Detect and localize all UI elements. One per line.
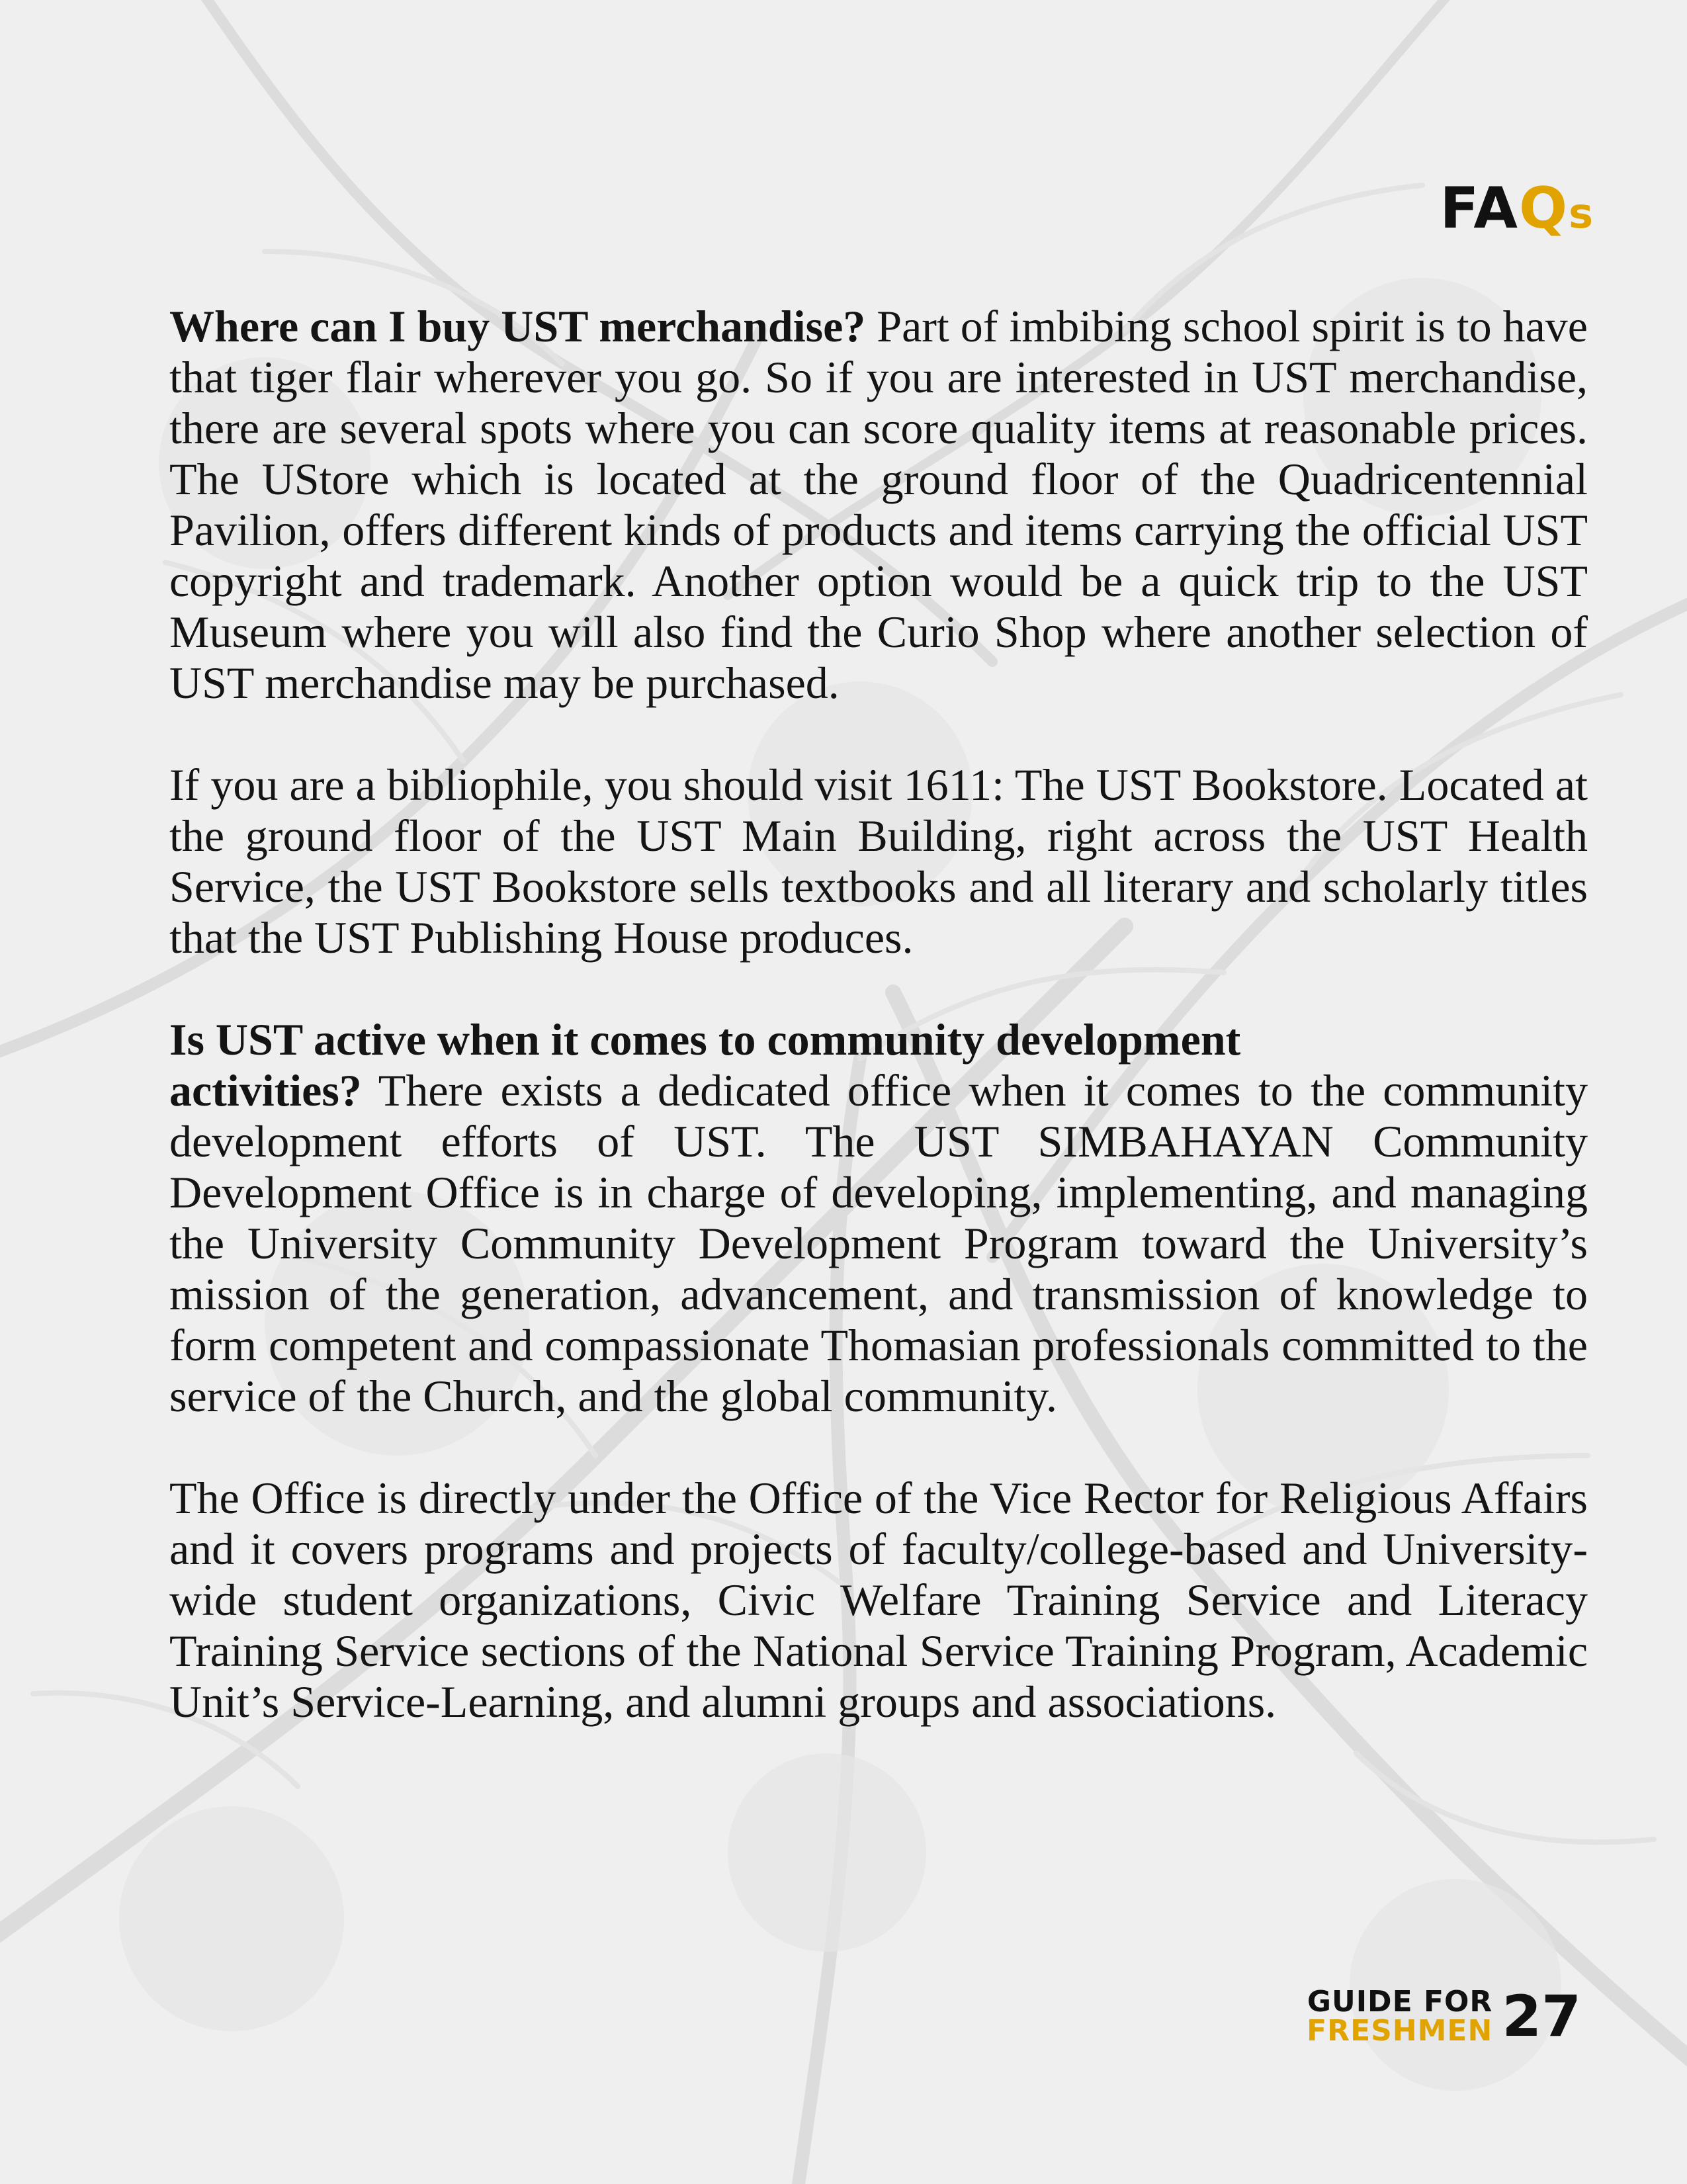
guide-label (1307, 1987, 1492, 2046)
faq-question-community-line1: Is UST active when it comes to community development (169, 1014, 1241, 1065)
faq-paragraph-merchandise (169, 301, 1588, 709)
faq-answer-office: The Office is directly under the Office of the Vice Rector for Religious Affairs and it covers programs and projects of faculty/college-based and University-wide student organizations, Civic Welfare Training Service and Literacy Training Service sections of the National Service Training Program, Academic Unit’s Service-Learning, and alumni groups and associations. (169, 1473, 1588, 1727)
page-number: 27 (1502, 1984, 1581, 2050)
faq-answer-bookstore: If you are a bibliophile, you should visit 1611: The UST Bookstore. Located at the ground floor of the UST Main Building, right across the UST Health Service, the UST Bookstore sells textbooks and all literary and scholarly titles that the UST Publishing House produces. (169, 760, 1588, 963)
guide-label-line2: FRESHMEN (1307, 2014, 1493, 2048)
title-s: s (1569, 189, 1594, 238)
faq-question-merchandise: Where can I buy UST merchandise? (169, 301, 866, 351)
page-footer (1307, 1984, 1581, 2050)
title-fa: FA (1440, 175, 1519, 241)
faq-question-community-line2: activities? (169, 1065, 362, 1115)
faq-answer-community: There exists a dedicated office when it comes to the community development efforts of UST. The UST SIMBAHAYAN Community Development Office is in charge of developing, implementing, and managing the University Community Development Program toward the University’s mission of the generation, advancement, and transmission of knowledge to form competent and compassionate Thomasian professionals committed to the service of the Church, and the global community. (169, 1065, 1588, 1421)
faq-answer-merchandise: Part of imbibing school spirit is to have that tiger flair wherever you go. So if you are interested in UST merchandise, there are several spots where you can score quality items at reasonable prices. The UStore which is located at the ground floor of the Quadricentennial Pavilion, offers different kinds of products and items carrying the official UST copyright and trademark. Another option would be a quick trip to the UST Museum where you will also find the Curio Shop where another selection of UST merchandise may be purchased. (169, 301, 1588, 708)
faq-content (169, 301, 1588, 1727)
guide-label-line1: GUIDE FOR (1307, 1985, 1493, 2019)
section-title-faqs (1440, 175, 1594, 241)
faq-paragraph-community (169, 1014, 1588, 1422)
title-q: Q (1518, 175, 1569, 241)
faq-paragraph-office (169, 1473, 1588, 1727)
faq-paragraph-bookstore (169, 760, 1588, 963)
